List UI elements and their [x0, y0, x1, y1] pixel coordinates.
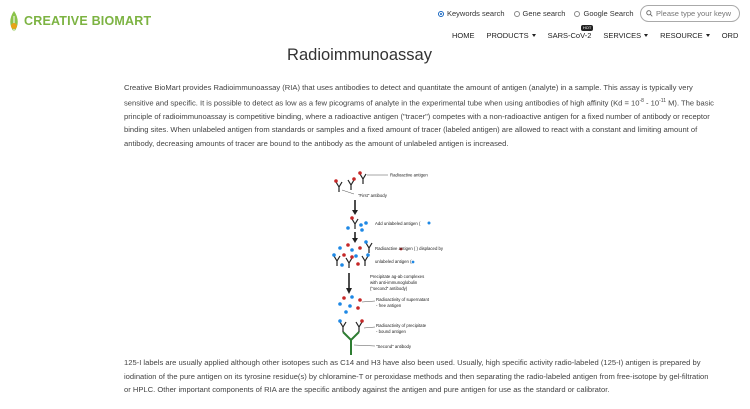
first-antibody-with-radioactive-antigen — [334, 171, 388, 194]
leaf-logo-icon — [6, 8, 22, 34]
label-unlabeled: unlabeled antigen ( — [375, 259, 412, 264]
label-precipitate-2: with anti-immunoglobulin — [370, 280, 418, 285]
label-add-unlabeled: Add unlabeled antigen ( — [375, 221, 421, 226]
step-arrow-2 — [352, 232, 358, 243]
label-displaced: Radioactive antigen ( ) displaced by — [375, 246, 444, 251]
nav-home[interactable]: HOME — [452, 31, 475, 40]
nav-more[interactable]: ORD — [721, 31, 739, 40]
chevron-down-icon — [706, 34, 710, 37]
search-box — [640, 5, 740, 22]
label-supernatant-2: - free antigen — [376, 303, 402, 308]
search-input[interactable] — [656, 9, 736, 18]
label-precipitate-radioactivity-2: - bound antigen — [376, 329, 406, 334]
intro-paragraph: Creative BioMart provides Radioimmunoassay (RIA) that uses antibodies to detect and quantitate the amount of antigen (analyte) in a sample. This assay is typically very sensitive and specific. It is possible to detect as low as a few picograms of analyte in the experimental tube when using antibodies of high affinity ($Kd = 10^{-8} - 10^{-11}$ M). The basic principle of radioimmunoassay is competitive binding, where a radioactive antigen ("tracer") competes with a non-radioactive antigen for a fixed number of antibody or receptor binding sites. When unlabeled antigen from standards or samples and a fixed amount of tracer (labeled antigen) are allowed to react with a constant and limiting amount of antibody, decreasing amounts of tracer are bound to the antibody as the amount of unlabeled antigen is increased. — [124, 83, 714, 148]
google-search-radio[interactable]: Google Search — [574, 9, 633, 18]
label-precipitate-1: Precipitate ag-ab complexes — [370, 274, 425, 279]
nav-products[interactable]: PRODUCTS — [487, 31, 536, 40]
precipitate-complex — [338, 319, 375, 355]
radio-selected-icon — [438, 11, 444, 17]
search-type-options — [438, 9, 643, 18]
chevron-down-icon — [644, 34, 648, 37]
search-icon[interactable] — [646, 10, 653, 17]
ria-principle-diagram — [330, 170, 490, 355]
hot-badge: HOT — [582, 25, 592, 30]
step-arrow-1 — [352, 200, 358, 215]
brand-name: CREATIVE BIOMART — [24, 14, 152, 28]
main-nav — [452, 25, 750, 40]
gene-search-radio[interactable]: Gene search — [514, 9, 566, 18]
label-first-antibody: "First" antibody — [358, 193, 387, 198]
nav-sars-cov-2[interactable]: SARS-CoV-2 HOT — [547, 25, 592, 40]
page-title: Radioimmunoassay — [287, 46, 432, 64]
label-radioactive-antigen: Radioactive antigen — [390, 172, 428, 178]
label-precipitate-3: ("second" antibody) — [370, 286, 408, 291]
chevron-down-icon — [532, 34, 536, 37]
label-second-antibody: "Second" antibody — [376, 344, 412, 349]
label-precipitate-radioactivity-1: Radioactivity of precipitate — [376, 323, 427, 328]
step-arrow-3 — [346, 273, 352, 294]
nav-services[interactable]: SERVICES — [603, 31, 648, 40]
radio-icon — [514, 11, 520, 17]
isotope-paragraph: 125-I labels are usually applied although other isotopes such as C14 and H3 have also been used. Usually, high specific activity radio-labeled (125-I) antigen is prepared by iodination of the pure antigen on its tyrosine residue(s) by chloramine-T or peroxidase methods and then separating the radio-labeled antigen from free-isotope by gel-filtration or HPLC. Other important components of RIA are the specific antibody against the antigen and pure antigen for use as the standard or calibrator. — [124, 358, 709, 395]
keywords-search-radio[interactable]: Keywords search — [438, 9, 505, 18]
brand-logo[interactable] — [6, 8, 151, 34]
radio-icon — [574, 11, 580, 17]
supernatant-free-antigen — [338, 295, 375, 314]
label-supernatant-1: Radioactivity of supernatant — [376, 297, 430, 302]
nav-resource[interactable]: RESOURCE — [660, 31, 710, 40]
